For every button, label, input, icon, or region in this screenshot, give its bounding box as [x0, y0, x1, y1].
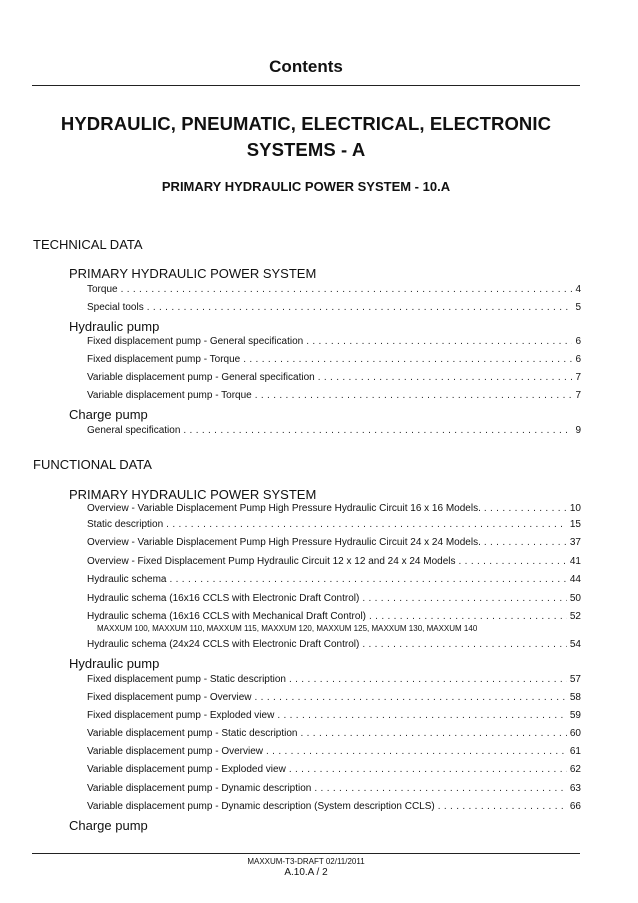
toc-entry-page: 15 — [569, 519, 581, 530]
toc-entry[interactable] — [87, 425, 581, 437]
section-heading-functional: FUNCTIONAL DATA — [33, 457, 152, 472]
book-title — [32, 111, 580, 163]
toc-entry-page: 6 — [575, 354, 581, 365]
toc-entry-title: Fixed displacement pump - Torque — [87, 354, 241, 365]
toc-entry-page: 4 — [575, 284, 581, 295]
footer-draft-label: MAXXUM-T3-DRAFT 02/11/2011 — [247, 857, 365, 866]
toc-entry[interactable] — [87, 611, 581, 623]
toc-entry[interactable] — [87, 674, 581, 686]
toc-entry[interactable] — [87, 593, 581, 605]
group-heading: Charge pump — [69, 407, 148, 422]
toc-entry[interactable] — [87, 336, 581, 348]
toc-entry-page: 52 — [569, 611, 581, 622]
toc-entry-page: 37 — [569, 537, 581, 548]
toc-entry-title: Static description — [87, 519, 164, 530]
toc-entry-title: Variable displacement pump - Torque — [87, 390, 252, 401]
toc-entry-title: Hydraulic schema (16x16 CCLS with Electronic Draft Control) — [87, 593, 360, 604]
dot-leader — [438, 801, 567, 813]
toc-entry-page: 7 — [575, 390, 581, 401]
toc-entry[interactable] — [87, 284, 581, 296]
toc-entry-page: 59 — [569, 710, 581, 721]
toc-entry[interactable] — [87, 574, 581, 586]
toc-entry[interactable] — [87, 519, 581, 531]
toc-entry[interactable] — [87, 556, 581, 568]
toc-entry-title: Special tools — [87, 302, 144, 313]
dot-leader — [243, 354, 572, 366]
dot-leader — [484, 503, 567, 515]
toc-entry-title: Overview - Variable Displacement Pump High Pressure Hydraulic Circuit 16 x 16 Models. — [87, 503, 481, 514]
book-title-line-2: SYSTEMS - A — [246, 139, 366, 160]
toc-entry-title: Overview - Fixed Displacement Pump Hydraulic Circuit 12 x 12 and 24 x 24 Models — [87, 556, 456, 567]
toc-entry-title: Fixed displacement pump - Exploded view — [87, 710, 275, 721]
toc-entry-page: 9 — [575, 425, 581, 436]
toc-entry-page: 50 — [569, 593, 581, 604]
dot-leader — [306, 336, 572, 348]
toc-entry-title: Variable displacement pump - Static description — [87, 728, 298, 739]
page-header: Contents — [269, 57, 343, 76]
toc-entry[interactable] — [87, 710, 581, 722]
group-heading: Charge pump — [69, 818, 148, 833]
dot-leader — [362, 593, 567, 605]
dot-leader — [314, 783, 567, 795]
toc-entry-title: Variable displacement pump - Overview — [87, 746, 264, 757]
toc-entry-page: 10 — [569, 503, 581, 514]
group-heading: PRIMARY HYDRAULIC POWER SYSTEM — [69, 266, 317, 281]
toc-entry-title: Fixed displacement pump - Static description — [87, 674, 286, 685]
toc-entry-title: Variable displacement pump - General specification — [87, 372, 315, 383]
toc-entry-page: 60 — [569, 728, 581, 739]
toc-entry-title: General specification — [87, 425, 181, 436]
dot-leader — [459, 556, 567, 568]
toc-entry-title: Variable displacement pump - Dynamic description (System description CCLS) — [87, 801, 435, 812]
toc-entry[interactable] — [87, 801, 581, 813]
toc-entry[interactable] — [87, 537, 581, 549]
toc-entry-page: 7 — [575, 372, 581, 383]
toc-entry[interactable] — [87, 764, 581, 776]
toc-entry-page: 61 — [569, 746, 581, 757]
group-heading: Hydraulic pump — [69, 319, 160, 334]
toc-entry-page: 44 — [569, 574, 581, 585]
dot-leader — [289, 764, 567, 776]
dot-leader — [255, 692, 567, 704]
dot-leader — [369, 611, 567, 623]
toc-entry-page: 57 — [569, 674, 581, 685]
dot-leader — [277, 710, 567, 722]
dot-leader — [484, 537, 567, 549]
header-rule — [32, 85, 580, 86]
toc-entry[interactable] — [87, 503, 581, 515]
dot-leader — [169, 574, 566, 586]
toc-entry-title: Variable displacement pump - Exploded view — [87, 764, 286, 775]
toc-entry[interactable] — [87, 390, 581, 402]
footer-rule — [32, 853, 580, 854]
section-heading-technical: TECHNICAL DATA — [33, 237, 143, 252]
dot-leader — [255, 390, 573, 402]
toc-entry-page: 41 — [569, 556, 581, 567]
dot-leader — [318, 372, 573, 384]
toc-entry-page: 54 — [569, 639, 581, 650]
toc-entry-title: Hydraulic schema (16x16 CCLS with Mechanical Draft Control) — [87, 611, 366, 622]
group-heading: PRIMARY HYDRAULIC POWER SYSTEM — [69, 487, 317, 502]
dot-leader — [183, 425, 572, 437]
dot-leader — [300, 728, 566, 740]
dot-leader — [166, 519, 567, 531]
toc-entry[interactable] — [87, 692, 581, 704]
toc-entry[interactable] — [87, 372, 581, 384]
toc-entry-note: MAXXUM 100, MAXXUM 110, MAXXUM 115, MAXXUM 120, MAXXUM 125, MAXXUM 130, MAXXUM 140 — [97, 624, 478, 633]
dot-leader — [121, 284, 573, 296]
footer-page-number: A.10.A / 2 — [284, 867, 328, 878]
toc-entry-page: 5 — [575, 302, 581, 313]
toc-entry-title: Hydraulic schema — [87, 574, 167, 585]
toc-entry[interactable] — [87, 354, 581, 366]
dot-leader — [362, 639, 567, 651]
toc-entry-title: Overview - Variable Displacement Pump High Pressure Hydraulic Circuit 24 x 24 Models. — [87, 537, 481, 548]
toc-entry-page: 63 — [569, 783, 581, 794]
dot-leader — [266, 746, 567, 758]
dot-leader — [289, 674, 567, 686]
toc-entry-title: Hydraulic schema (24x24 CCLS with Electronic Draft Control) — [87, 639, 360, 650]
toc-entry[interactable] — [87, 728, 581, 740]
dot-leader — [147, 302, 573, 314]
toc-entry[interactable] — [87, 746, 581, 758]
toc-entry[interactable] — [87, 783, 581, 795]
toc-entry-title: Fixed displacement pump - General specification — [87, 336, 304, 347]
toc-entry-page: 62 — [569, 764, 581, 775]
group-heading: Hydraulic pump — [69, 656, 160, 671]
toc-entry-title: Torque — [87, 284, 118, 295]
toc-entry-page: 6 — [575, 336, 581, 347]
toc-entry-title: Fixed displacement pump - Overview — [87, 692, 252, 703]
toc-entry-title: Variable displacement pump - Dynamic description — [87, 783, 312, 794]
toc-entry-page: 58 — [569, 692, 581, 703]
toc-entry-page: 66 — [569, 801, 581, 812]
toc-entry[interactable] — [87, 639, 581, 651]
book-title-line-1: HYDRAULIC, PNEUMATIC, ELECTRICAL, ELECTRONIC — [60, 113, 552, 134]
toc-entry[interactable] — [87, 302, 581, 314]
chapter-title: PRIMARY HYDRAULIC POWER SYSTEM - 10.A — [161, 179, 451, 194]
